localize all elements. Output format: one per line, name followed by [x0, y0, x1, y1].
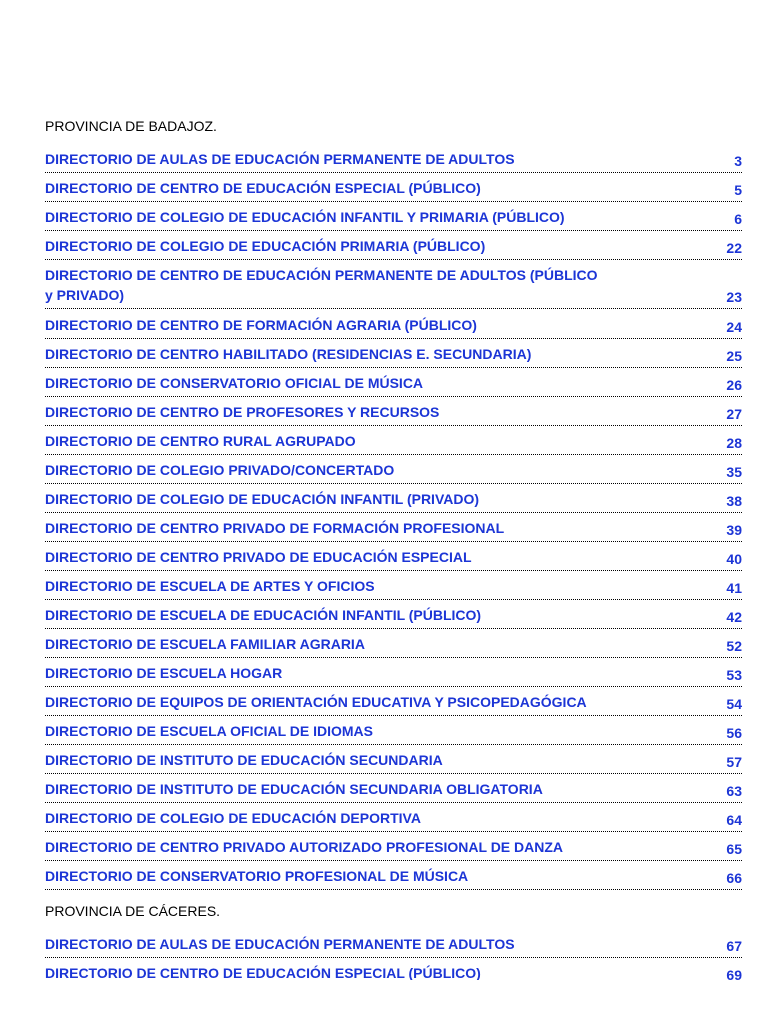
toc-entry-label[interactable]: DIRECTORIO DE AULAS DE EDUCACIÓN PERMANENTE DE ADULTOS [45, 151, 515, 167]
toc-entry-page-number[interactable]: 64 [726, 812, 742, 828]
toc-entry[interactable] [45, 866, 742, 890]
toc-entry-page-number[interactable]: 22 [726, 240, 742, 256]
toc-entry[interactable] [45, 605, 742, 629]
toc-entry-label[interactable]: DIRECTORIO DE EQUIPOS DE ORIENTACIÓN EDUCATIVA Y PSICOPEDAGÓGICA [45, 694, 587, 710]
toc-entry[interactable] [45, 808, 742, 832]
toc-entry-page-number[interactable]: 56 [726, 725, 742, 741]
toc-entry-label[interactable]: DIRECTORIO DE ESCUELA HOGAR [45, 665, 283, 681]
toc-entry[interactable] [45, 344, 742, 368]
toc-entry[interactable] [45, 149, 742, 173]
toc-entry[interactable] [45, 837, 742, 861]
toc-entry[interactable] [45, 934, 742, 958]
toc-entry-label[interactable]: DIRECTORIO DE CONSERVATORIO PROFESIONAL DE MÚSICA [45, 868, 469, 884]
toc-entry[interactable] [45, 178, 742, 202]
toc-entry[interactable] [45, 963, 742, 980]
toc-entry-label[interactable]: DIRECTORIO DE COLEGIO PRIVADO/CONCERTADO [45, 462, 395, 478]
toc-entry-page-number[interactable]: 40 [726, 551, 742, 567]
toc-entry[interactable] [45, 750, 742, 774]
toc-entry-page-number[interactable]: 57 [726, 754, 742, 770]
toc-entry-label[interactable]: DIRECTORIO DE ESCUELA OFICIAL DE IDIOMAS [45, 723, 373, 739]
toc-entry-page-number[interactable]: 5 [734, 182, 742, 198]
toc-entry-page-number[interactable]: 67 [726, 938, 742, 954]
toc-entry-label[interactable]: DIRECTORIO DE CENTRO DE PROFESORES Y RECURSOS [45, 404, 440, 420]
toc-entry-label[interactable]: DIRECTORIO DE CENTRO PRIVADO DE EDUCACIÓN ESPECIAL [45, 549, 472, 565]
toc-entry-label[interactable]: DIRECTORIO DE CENTRO HABILITADO (RESIDENCIAS E. SECUNDARIA) [45, 346, 532, 362]
toc-entry-page-number[interactable]: 65 [726, 841, 742, 857]
toc-entry-page-number[interactable]: 42 [726, 609, 742, 625]
toc-entry[interactable] [45, 634, 742, 658]
toc-entry-page-number[interactable]: 28 [726, 435, 742, 451]
toc-entry-label[interactable]: DIRECTORIO DE INSTITUTO DE EDUCACIÓN SECUNDARIA OBLIGATORIA [45, 781, 543, 797]
toc-entry[interactable] [45, 721, 742, 745]
toc-entry-page-number[interactable]: 3 [734, 153, 742, 169]
toc-entry-label[interactable]: DIRECTORIO DE COLEGIO DE EDUCACIÓN DEPORTIVA [45, 810, 421, 826]
table-of-contents [45, 0, 742, 980]
toc-entry-label[interactable]: DIRECTORIO DE CONSERVATORIO OFICIAL DE MÚSICA [45, 375, 424, 391]
toc-entry[interactable] [45, 547, 742, 571]
toc-entry-page-number[interactable]: 24 [726, 319, 742, 335]
toc-entry-label[interactable]: DIRECTORIO DE CENTRO DE EDUCACIÓN ESPECIAL (PÚBLICO) [45, 965, 481, 980]
section-title: PROVINCIA DE BADAJOZ. [45, 118, 217, 134]
toc-entry-page-number[interactable]: 6 [734, 211, 742, 227]
toc-entry-label[interactable]: DIRECTORIO DE CENTRO DE EDUCACIÓN PERMANENTE DE ADULTOS (PÚBLICO y PRIVADO) [45, 267, 598, 303]
toc-entry[interactable] [45, 315, 742, 339]
toc-entry[interactable] [45, 460, 742, 484]
toc-entry-page-number[interactable]: 53 [726, 667, 742, 683]
toc-entry-label[interactable]: DIRECTORIO DE COLEGIO DE EDUCACIÓN INFANTIL (PRIVADO) [45, 491, 480, 507]
toc-entry[interactable] [45, 779, 742, 803]
toc-entry-page-number[interactable]: 66 [726, 870, 742, 886]
toc-entry-page-number[interactable]: 23 [726, 289, 742, 305]
toc-entry-page-number[interactable]: 52 [726, 638, 742, 654]
toc-entry-label[interactable]: DIRECTORIO DE ESCUELA FAMILIAR AGRARIA [45, 636, 365, 652]
toc-entry[interactable] [45, 576, 742, 600]
toc-entry-page-number[interactable]: 69 [726, 967, 742, 980]
toc-entry-label[interactable]: DIRECTORIO DE COLEGIO DE EDUCACIÓN INFANTIL Y PRIMARIA (PÚBLICO) [45, 209, 565, 225]
toc-entry-page-number[interactable]: 25 [726, 348, 742, 364]
toc-entry-label[interactable]: DIRECTORIO DE ESCUELA DE EDUCACIÓN INFANTIL (PÚBLICO) [45, 607, 482, 623]
toc-entry-label[interactable]: DIRECTORIO DE COLEGIO DE EDUCACIÓN PRIMARIA (PÚBLICO) [45, 238, 486, 254]
toc-entry-label[interactable]: DIRECTORIO DE CENTRO PRIVADO AUTORIZADO PROFESIONAL DE DANZA [45, 839, 564, 855]
toc-entry[interactable] [45, 489, 742, 513]
toc-entry-page-number[interactable]: 54 [726, 696, 742, 712]
toc-entry[interactable] [45, 373, 742, 397]
toc-entry-label[interactable]: DIRECTORIO DE INSTITUTO DE EDUCACIÓN SECUNDARIA [45, 752, 443, 768]
toc-entry[interactable] [45, 236, 742, 260]
toc-entry[interactable] [45, 431, 742, 455]
toc-entry-label[interactable]: DIRECTORIO DE CENTRO PRIVADO DE FORMACIÓN PROFESIONAL [45, 520, 505, 536]
toc-entry-page-number[interactable]: 39 [726, 522, 742, 538]
toc-entry-page-number[interactable]: 38 [726, 493, 742, 509]
toc-entry-label[interactable]: DIRECTORIO DE ESCUELA DE ARTES Y OFICIOS [45, 578, 375, 594]
toc-entry[interactable] [45, 207, 742, 231]
toc-entry-label[interactable]: DIRECTORIO DE CENTRO DE EDUCACIÓN ESPECIAL (PÚBLICO) [45, 180, 481, 196]
toc-entry-page-number[interactable]: 26 [726, 377, 742, 393]
toc-entry-page-number[interactable]: 63 [726, 783, 742, 799]
toc-entry[interactable] [45, 265, 742, 309]
section-title: PROVINCIA DE CÁCERES. [45, 903, 221, 919]
toc-entry-label[interactable]: DIRECTORIO DE AULAS DE EDUCACIÓN PERMANENTE DE ADULTOS [45, 936, 515, 952]
toc-entry[interactable] [45, 692, 742, 716]
toc-entry[interactable] [45, 663, 742, 687]
toc-entry-label[interactable]: DIRECTORIO DE CENTRO DE FORMACIÓN AGRARIA (PÚBLICO) [45, 317, 477, 333]
toc-entry-page-number[interactable]: 35 [726, 464, 742, 480]
toc-entry-page-number[interactable]: 27 [726, 406, 742, 422]
toc-entry-page-number[interactable]: 41 [726, 580, 742, 596]
toc-entry[interactable] [45, 402, 742, 426]
toc-entry[interactable] [45, 518, 742, 542]
toc-entry-label[interactable]: DIRECTORIO DE CENTRO RURAL AGRUPADO [45, 433, 356, 449]
